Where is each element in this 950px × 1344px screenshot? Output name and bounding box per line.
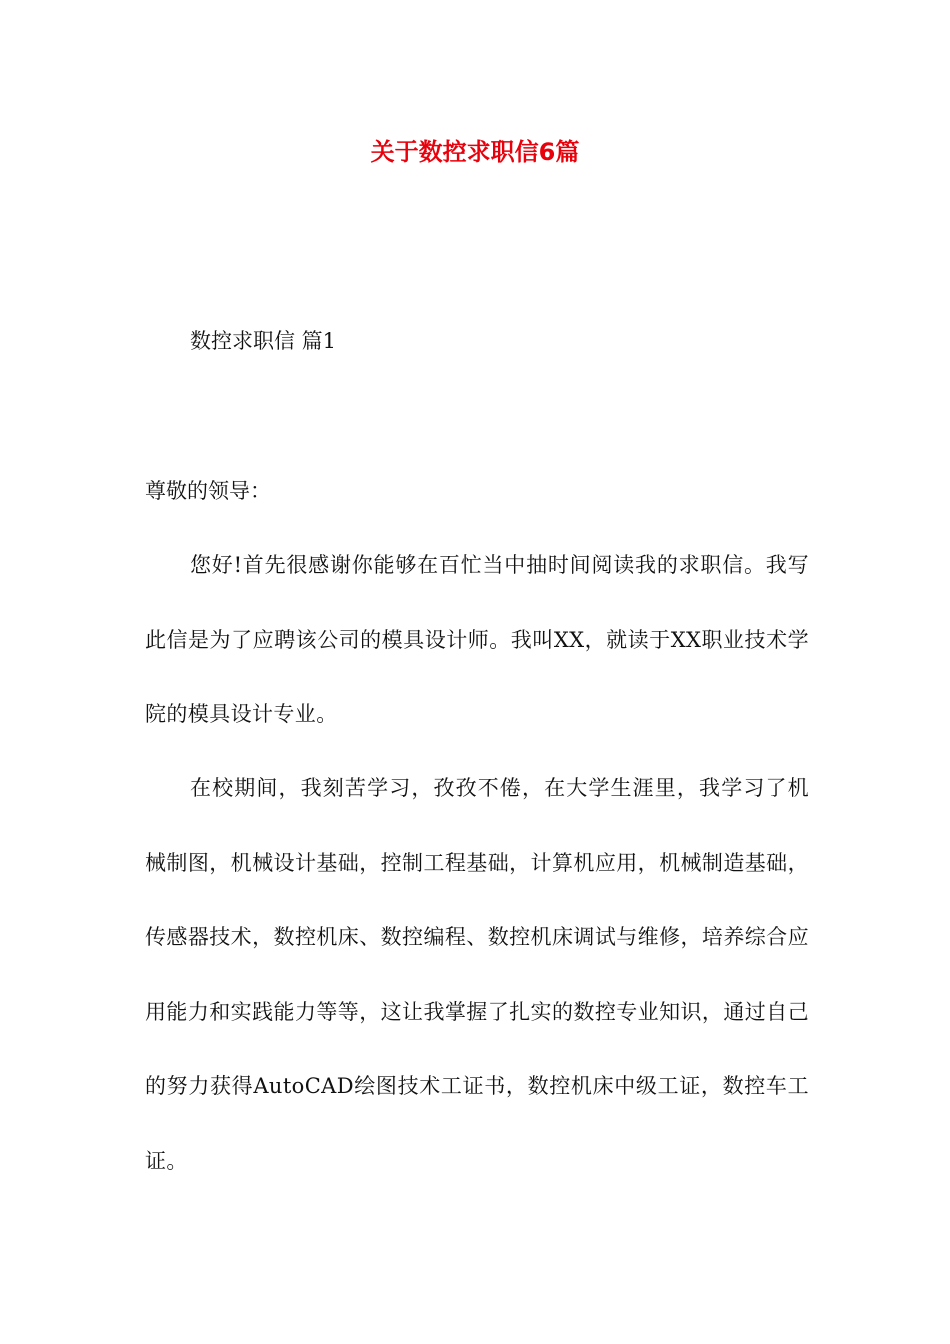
body-paragraph-intro: 您好!首先很感谢你能够在百忙当中抽时间阅读我的求职信。我写此信是为了应聘该公司的模具设计师。我叫XX，就读于XX职业技术学院的模具设计专业。 (145, 553, 809, 726)
body-paragraph-education: 在校期间，我刻苦学习，孜孜不倦，在大学生涯里，我学习了机械制图，机械设计基础，控制工程基础，计算机应用，机械制造基础，传感器技术，数控机床、数控编程、数控机床调试与维修，培养综合应用能力和实践能力等等，这让我掌握了扎实的数控专业知识，通过自己的努力获得AutoCAD绘图技术工证书，数控机床中级工证，数控车工证。 (145, 776, 809, 1173)
section-heading: 数控求职信 篇1 (190, 329, 337, 353)
salutation: 尊敬的领导： (145, 479, 271, 503)
document-title: 关于数控求职信6篇 (370, 138, 580, 166)
